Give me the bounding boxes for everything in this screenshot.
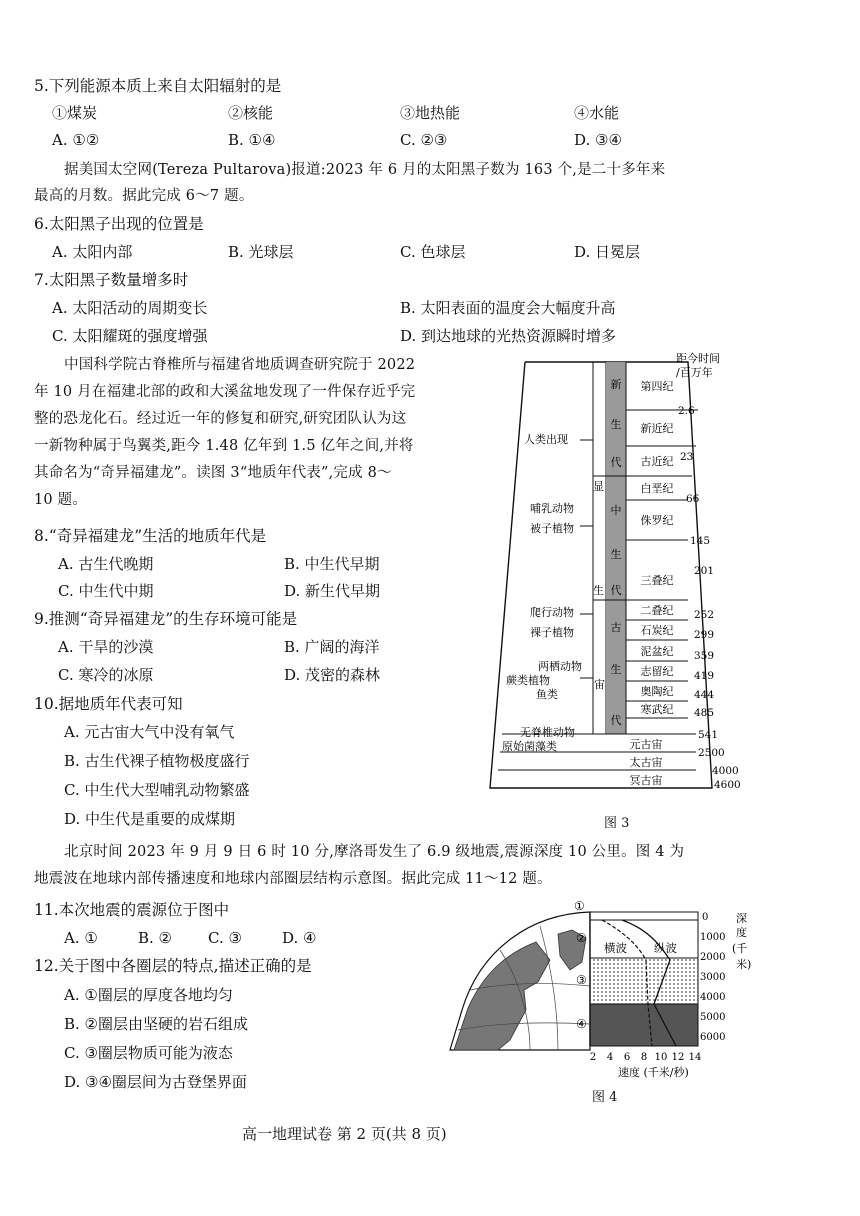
passage2-line-5: 其命名为“奇异福建龙”。读图 3“地质年代表”,完成 8～ [34, 465, 392, 481]
eon-label-3: 宙 [594, 678, 605, 691]
period-ordovician: 奥陶纪 [640, 685, 674, 698]
period-paleogene: 古近纪 [640, 455, 674, 468]
q11-option-c: C. ③ [208, 929, 242, 947]
figure-4-earth-interior [440, 890, 760, 1090]
q5-item-2: ②核能 [228, 104, 274, 122]
depth-6000: 6000 [700, 1032, 726, 1043]
eon-label-2: 生 [593, 584, 604, 597]
depth-0: 0 [702, 912, 709, 923]
depth-1000: 1000 [700, 932, 726, 943]
time-252: 252 [694, 609, 715, 621]
q7-option-d: D. 到达地球的光热资源瞬时增多 [400, 327, 617, 345]
q9-option-b: B. 广阔的海洋 [284, 638, 380, 656]
q8-option-c: C. 中生代中期 [58, 582, 154, 600]
q5-stem: 5.下列能源本质上来自太阳辐射的是 [34, 77, 282, 95]
period-carboniferous: 石炭纪 [640, 624, 674, 637]
q12-option-d: D. ③④圈层间为古登堡界面 [64, 1073, 247, 1091]
life-ferns: 蕨类植物 [506, 674, 550, 687]
layer-mark-1: ① [574, 899, 585, 913]
passage2-line-1: 中国科学院古脊椎所与福建省地质调查研究院于 2022 [64, 357, 416, 373]
q6-stem: 6.太阳黑子出现的位置是 [34, 215, 204, 233]
time-66: 66 [686, 493, 700, 505]
depth-title-4: 米) [736, 958, 752, 971]
depth-title-2: 度 [736, 926, 747, 939]
q10-stem: 10.据地质年代表可知 [34, 695, 183, 713]
eon-archean: 太古宙 [629, 756, 663, 769]
layer-mark-3: ③ [576, 973, 587, 987]
q12-option-c: C. ③圈层物质可能为液态 [64, 1044, 233, 1062]
era-mesozoic-1: 中 [610, 504, 622, 517]
p-wave-label: 纵波 [654, 941, 677, 955]
q10-option-c: C. 中生代大型哺乳动物繁盛 [64, 781, 250, 799]
passage2-line-6: 10 题。 [34, 492, 88, 508]
figure-4-caption: 图 4 [592, 1090, 618, 1105]
column-outline [490, 362, 715, 788]
passage2-line-3: 整的恐龙化石。经过近一年的修复和研究,研究团队认为这 [34, 411, 407, 427]
time-145: 145 [690, 535, 711, 547]
time-485: 485 [694, 707, 715, 719]
q8-option-a: A. 古生代晚期 [58, 555, 154, 573]
life-gymnosperms: 裸子植物 [530, 626, 574, 639]
q9-stem: 9.推测“奇异福建龙”的生存环境可能是 [34, 610, 298, 628]
life-amphibians: 两栖动物 [538, 660, 582, 673]
q10-option-a: A. 元古宙大气中没有氧气 [64, 723, 235, 741]
depth-2000: 2000 [700, 952, 726, 963]
period-cambrian: 寒武纪 [640, 703, 674, 716]
time-23: 23 [680, 451, 694, 463]
life-mammals: 哺乳动物 [530, 502, 574, 515]
q5-option-d: D. ③④ [574, 131, 622, 149]
time-4600: 4600 [714, 779, 741, 791]
layer-mark-2: ② [576, 931, 587, 945]
q8-option-b: B. 中生代早期 [284, 555, 380, 573]
q10-option-d: D. 中生代是重要的成煤期 [64, 810, 236, 828]
life-algae: 原始菌藻类 [502, 740, 557, 753]
passage3-line-1: 北京时间 2023 年 9 月 9 日 6 时 10 分,摩洛哥发生了 6.9 级地震,震源深度 10 公里。图 4 为 [64, 844, 685, 860]
q12-option-b: B. ②圈层由坚硬的岩石组成 [64, 1015, 249, 1033]
figure-3-geologic-timescale [480, 348, 760, 804]
time-201: 201 [694, 565, 715, 577]
q11-stem: 11.本次地震的震源位于图中 [34, 901, 230, 919]
period-neogene: 新近纪 [640, 422, 674, 435]
q6-option-c: C. 色球层 [400, 243, 466, 261]
time-541: 541 [698, 729, 719, 741]
speed-12: 12 [671, 1052, 685, 1063]
eon-proterozoic: 元古宙 [629, 738, 663, 751]
era-cenozoic-2: 生 [610, 418, 622, 431]
passage2-line-4: 一新物种属于鸟翼类,距今 1.48 亿年到 1.5 亿年之间,并将 [34, 438, 414, 454]
depth-3000: 3000 [700, 972, 726, 983]
q7-option-c: C. 太阳耀斑的强度增强 [52, 327, 208, 345]
q11-option-b: B. ② [138, 929, 173, 947]
figure-3-caption: 图 3 [604, 816, 630, 831]
period-jurassic: 侏罗纪 [640, 514, 674, 527]
speed-8: 8 [640, 1052, 648, 1063]
era-paleozoic-3: 代 [610, 714, 622, 727]
q8-option-d: D. 新生代早期 [284, 582, 381, 600]
period-triassic: 三叠纪 [640, 574, 674, 587]
q7-stem: 7.太阳黑子数量增多时 [34, 271, 189, 289]
time-359: 359 [694, 650, 715, 662]
depth-4000: 4000 [700, 992, 726, 1003]
q5-item-3: ③地热能 [400, 104, 461, 122]
time-444: 444 [694, 689, 715, 701]
speed-14: 14 [688, 1052, 702, 1063]
speed-axis-title: 速度 (千米/秒) [618, 1066, 689, 1079]
passage1-line-1: 据美国太空网(Tereza Pultarova)报道:2023 年 6 月的太阳黑子数为 163 个,是二十多年来 [64, 162, 666, 178]
depth-5000: 5000 [700, 1012, 726, 1023]
q5-option-a: A. ①② [52, 131, 100, 149]
q6-option-b: B. 光球层 [228, 243, 294, 261]
era-cenozoic-1: 新 [610, 378, 622, 391]
period-quaternary: 第四纪 [640, 380, 674, 393]
layer-mark-4: ④ [576, 1017, 587, 1031]
life-fish: 鱼类 [536, 688, 558, 701]
q7-option-b: B. 太阳表面的温度会大幅度升高 [400, 299, 616, 317]
period-devonian: 泥盆纪 [640, 645, 674, 658]
speed-2: 2 [589, 1052, 597, 1063]
time-4000: 4000 [712, 765, 739, 777]
page-footer: 高一地理试卷 第 2 页(共 8 页) [242, 1125, 447, 1143]
passage3-line-2: 地震波在地球内部传播速度和地球内部圈层结构示意图。据此完成 11～12 题。 [34, 871, 552, 887]
q6-option-a: A. 太阳内部 [52, 243, 133, 261]
speed-10: 10 [654, 1052, 668, 1063]
life-invertebrates: 无脊椎动物 [520, 726, 575, 739]
era-cenozoic-3: 代 [610, 456, 622, 469]
q5-item-4: ④水能 [574, 104, 620, 122]
q5-option-b: B. ①④ [228, 131, 276, 149]
time-2500: 2500 [698, 747, 725, 759]
q11-option-d: D. ④ [282, 929, 317, 947]
eon-label-1: 显 [593, 480, 604, 493]
era-mesozoic-3: 代 [610, 584, 622, 597]
time-419: 419 [694, 670, 715, 682]
q11-option-a: A. ① [64, 929, 98, 947]
q7-option-a: A. 太阳活动的周期变长 [52, 299, 208, 317]
era-mesozoic-2: 生 [610, 548, 622, 561]
q12-option-a: A. ①圈层的厚度各地均匀 [64, 986, 233, 1004]
time-2-6: 2.6 [678, 405, 695, 417]
eon-hadean: 冥古宙 [629, 774, 663, 787]
era-paleozoic-2: 生 [610, 663, 622, 676]
passage2-line-2: 年 10 月在福建北部的政和大溪盆地发现了一件保存近乎完 [34, 384, 416, 400]
q5-option-c: C. ②③ [400, 131, 448, 149]
q10-option-b: B. 古生代裸子植物极度盛行 [64, 752, 250, 770]
depth-title-3: (千 [732, 942, 748, 955]
q8-stem: 8.“奇异福建龙”生活的地质年代是 [34, 527, 267, 545]
time-299: 299 [694, 629, 715, 641]
q5-item-1: ①煤炭 [52, 104, 98, 122]
life-reptiles: 爬行动物 [530, 606, 574, 619]
q6-option-d: D. 日冕层 [574, 243, 641, 261]
depth-title-1: 深 [736, 912, 747, 925]
q9-option-a: A. 干旱的沙漠 [58, 638, 154, 656]
passage1-line-2: 最高的月数。据此完成 6～7 题。 [34, 188, 254, 204]
fig3-axis-title-2: /百万年 [676, 366, 713, 379]
s-wave-label: 横波 [604, 941, 627, 955]
period-cretaceous: 白垩纪 [640, 482, 674, 495]
speed-4: 4 [606, 1052, 614, 1063]
q9-option-c: C. 寒冷的冰原 [58, 666, 154, 684]
q9-option-d: D. 茂密的森林 [284, 666, 381, 684]
fig3-axis-title-1: 距今时间 [676, 352, 720, 365]
period-silurian: 志留纪 [640, 665, 674, 678]
life-angiosperms: 被子植物 [530, 522, 574, 535]
era-paleozoic-1: 古 [610, 621, 622, 634]
q12-stem: 12.关于图中各圈层的特点,描述正确的是 [34, 957, 312, 975]
speed-6: 6 [623, 1052, 631, 1063]
life-human: 人类出现 [524, 433, 568, 446]
period-permian: 二叠纪 [640, 604, 674, 617]
